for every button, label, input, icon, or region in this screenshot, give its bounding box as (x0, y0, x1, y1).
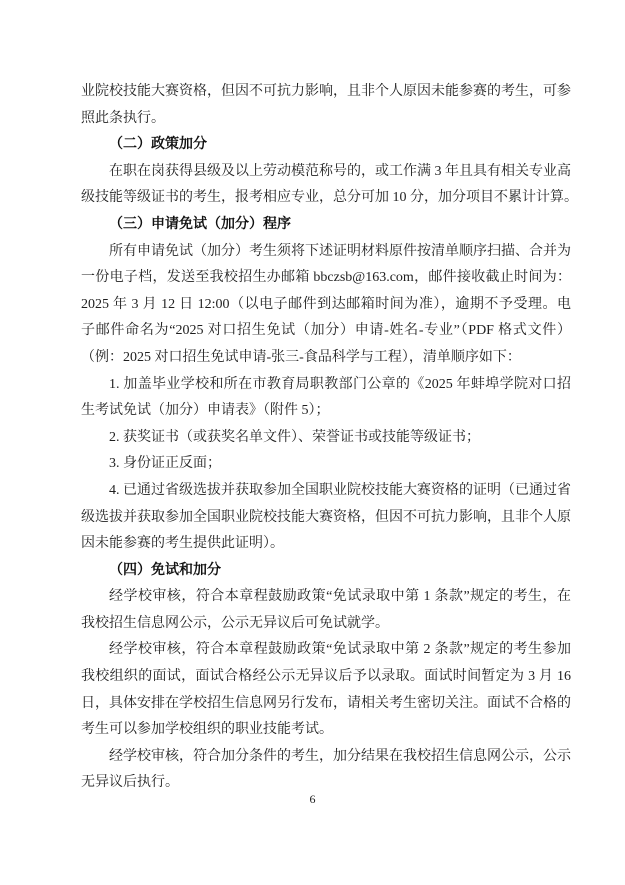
document-line: 子邮件命名为“2025 对口招生免试（加分）申请-姓名-专业”（PDF 格式文件） (81, 323, 571, 339)
document-line: 经学校审核，符合本章程鼓励政策“免试录取中第 2 条款”规定的考生参加 (109, 642, 571, 658)
document-line: 经学校审核，符合加分条件的考生，加分结果在我校招生信息网公示，公示 (109, 748, 571, 764)
document-line: 无异议后执行。 (81, 775, 179, 791)
document-line: 在职在岗获得县级及以上劳动模范称号的，或工作满 3 年且具有相关专业高 (109, 163, 571, 179)
document-line: 照此条执行。 (81, 110, 165, 126)
page-number: 6 (309, 792, 316, 806)
document-line: 因未能参赛的考生提供此证明）。 (81, 536, 284, 552)
document-line: 级选拔并获取参加全国职业院校技能大赛资格，但因不可抗力影响，且非个人原 (81, 509, 571, 525)
document-line: 生考试免试（加分）申请表》（附件 5）； (81, 403, 330, 419)
document-line: 4. 已通过省级选拔并获取参加全国职业院校技能大赛资格的证明（已通过省 (109, 482, 571, 498)
document-line: 3. 身份证正反面； (109, 456, 221, 472)
document-line: 级技能等级证书的考生，报考相应专业，总分可加 10 分，加分项目不累计计算。 (81, 190, 578, 206)
document-line: 日，具体安排在学校招生信息网另行发布，请相关考生密切关注。面试不合格的 (81, 695, 571, 711)
document-line: 所有申请免试（加分）考生须将下述证明材料原件按清单顺序扫描、合并为 (109, 243, 571, 259)
document-line: 经学校审核，符合本章程鼓励政策“免试录取中第 1 条款”规定的考生，在 (109, 589, 571, 605)
document-line: 业院校技能大赛资格，但因不可抗力影响，且非个人原因未能参赛的考生，可参 (81, 84, 571, 99)
section-heading: （三）申请免试（加分）程序 (109, 216, 291, 232)
document-line: 我校组织的面试，面试合格经公示无异议后予以录取。面试时间暂定为 3 月 16 (81, 669, 571, 685)
document-line: （例：2025 对口招生免试申请-张三-食品科学与工程），清单顺序如下： (81, 349, 521, 365)
section-heading: （四）免试和加分 (109, 562, 221, 578)
document-line: 一份电子档，发送至我校招生办邮箱 bbczsb@163.com，邮件接收截止时间为： (81, 270, 571, 286)
document-line: 2025 年 3 月 12 日 12:00（以电子邮件到达邮箱时间为准），逾期不予受理。电 (81, 296, 571, 312)
document-body (81, 79, 578, 797)
document-line: 我校招生信息网公示，公示无异议后可免试就学。 (81, 615, 389, 631)
document-line: 2. 获奖证书（或获奖名单文件）、荣誉证书或技能等级证书； (109, 429, 480, 445)
document-line: 考生可以参加学校组织的职业技能考试。 (81, 722, 333, 738)
document-line: 1. 加盖毕业学校和所在市教育局职教部门公章的《2025 年蚌埠学院对口招 (109, 376, 571, 392)
section-heading: （二）政策加分 (109, 137, 207, 153)
